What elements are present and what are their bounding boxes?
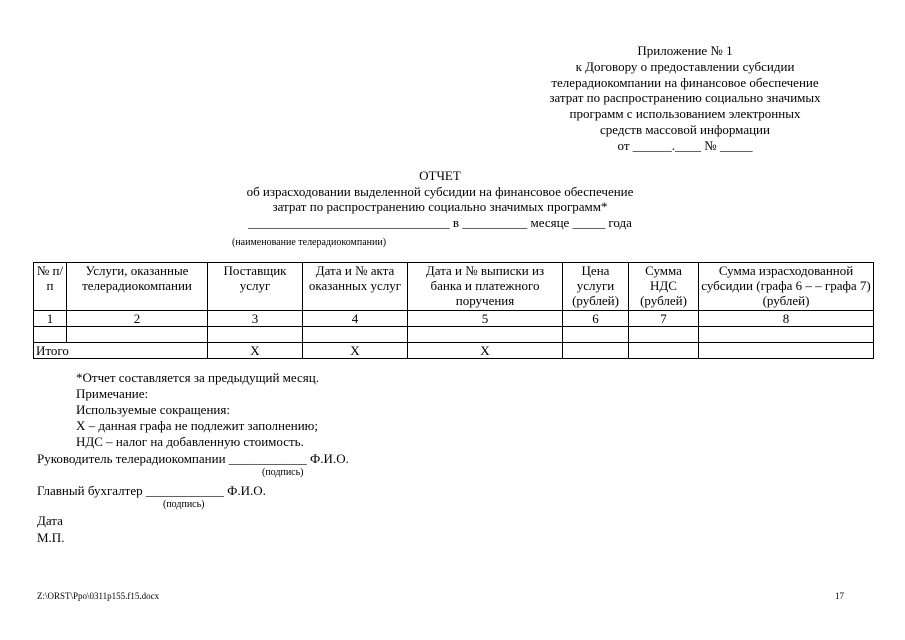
col-header-supplier: Поставщик услуг xyxy=(208,263,303,311)
report-title: ОТЧЕТ xyxy=(419,168,461,183)
report-subtitle: об израсходовании выделенной субсидии на финансовое обеспечение xyxy=(246,183,634,199)
appendix-line: к Договору о предоставлении субсидии xyxy=(575,58,795,74)
col-header-price: Цена услуги (рублей) xyxy=(563,263,629,311)
total-row xyxy=(34,343,874,359)
seal-label: М.П. xyxy=(37,530,65,545)
page-number: 17 xyxy=(835,591,844,601)
appendix-line: затрат по распространению социально значимых xyxy=(549,90,821,106)
accountant-signature-hint: (подпись) xyxy=(163,499,205,510)
total-mark: X xyxy=(208,343,303,359)
total-label: Итого xyxy=(34,343,208,359)
col-header-spent: Сумма израсходованной субсидии (графа 6 – – графа 7) (рублей) xyxy=(699,263,874,311)
table-cell xyxy=(629,327,699,343)
column-number: 7 xyxy=(629,311,699,327)
column-number: 4 xyxy=(303,311,408,327)
report-table xyxy=(33,262,874,359)
abbreviation-vat: НДС – налог на добавленную стоимость. xyxy=(76,434,304,449)
report-subtitle: затрат по распространению социально значимых программ* xyxy=(272,199,608,214)
column-number: 8 xyxy=(699,311,874,327)
date-label: Дата xyxy=(37,513,63,528)
appendix-line: программ с использованием электронных xyxy=(569,106,801,122)
table-cell xyxy=(699,327,874,343)
abbreviations-label: Используемые сокращения: xyxy=(76,402,230,417)
appendix-line: Приложение № 1 xyxy=(637,43,733,58)
column-number: 2 xyxy=(67,311,208,327)
table-row xyxy=(34,311,874,327)
appendix-line: телерадиокомпании на финансовое обеспечение xyxy=(551,74,819,90)
appendix-line: от ______.____ № _____ xyxy=(617,137,753,153)
table-cell xyxy=(563,327,629,343)
col-header-vat: Сумма НДС (рублей) xyxy=(629,263,699,311)
report-period-line: _______________________________ в __________ месяце _____ года xyxy=(248,214,632,230)
col-header-number: № п/п xyxy=(34,263,67,311)
table-cell xyxy=(34,327,67,343)
table-cell xyxy=(699,343,874,359)
appendix-line: средств массовой информации xyxy=(600,121,770,137)
table-cell xyxy=(67,327,208,343)
abbreviation-x: Х – данная графа не подлежит заполнению; xyxy=(76,418,319,433)
table-cell xyxy=(208,327,303,343)
total-mark: X xyxy=(408,343,563,359)
column-number: 5 xyxy=(408,311,563,327)
report-header xyxy=(180,168,700,230)
total-mark: X xyxy=(303,343,408,359)
col-header-bank: Дата и № выписки из банка и платежного поручения xyxy=(408,263,563,311)
appendix-header xyxy=(510,43,860,154)
table-cell xyxy=(629,343,699,359)
table-header-row xyxy=(34,263,874,311)
column-number: 6 xyxy=(563,311,629,327)
head-signature-hint: (подпись) xyxy=(262,467,304,478)
table-row xyxy=(34,327,874,343)
file-path: Z:\ORST\Ppo\0311p155.f15.docx xyxy=(37,591,160,601)
table-cell xyxy=(408,327,563,343)
column-number: 1 xyxy=(34,311,67,327)
table-cell xyxy=(563,343,629,359)
footnote: *Отчет составляется за предыдущий месяц. xyxy=(76,370,319,385)
col-header-act: Дата и № акта оказанных услуг xyxy=(303,263,408,311)
col-header-services: Услуги, оказанные телерадиокомпании xyxy=(67,263,208,311)
accountant-signature-line: Главный бухгалтер ____________ Ф.И.О. xyxy=(37,483,266,498)
table-cell xyxy=(303,327,408,343)
head-signature-line: Руководитель телерадиокомпании ____________ Ф.И.О. xyxy=(37,451,349,466)
column-number: 3 xyxy=(208,311,303,327)
note-label: Примечание: xyxy=(76,386,149,401)
company-name-hint: (наименование телерадиокомпании) xyxy=(232,237,387,248)
